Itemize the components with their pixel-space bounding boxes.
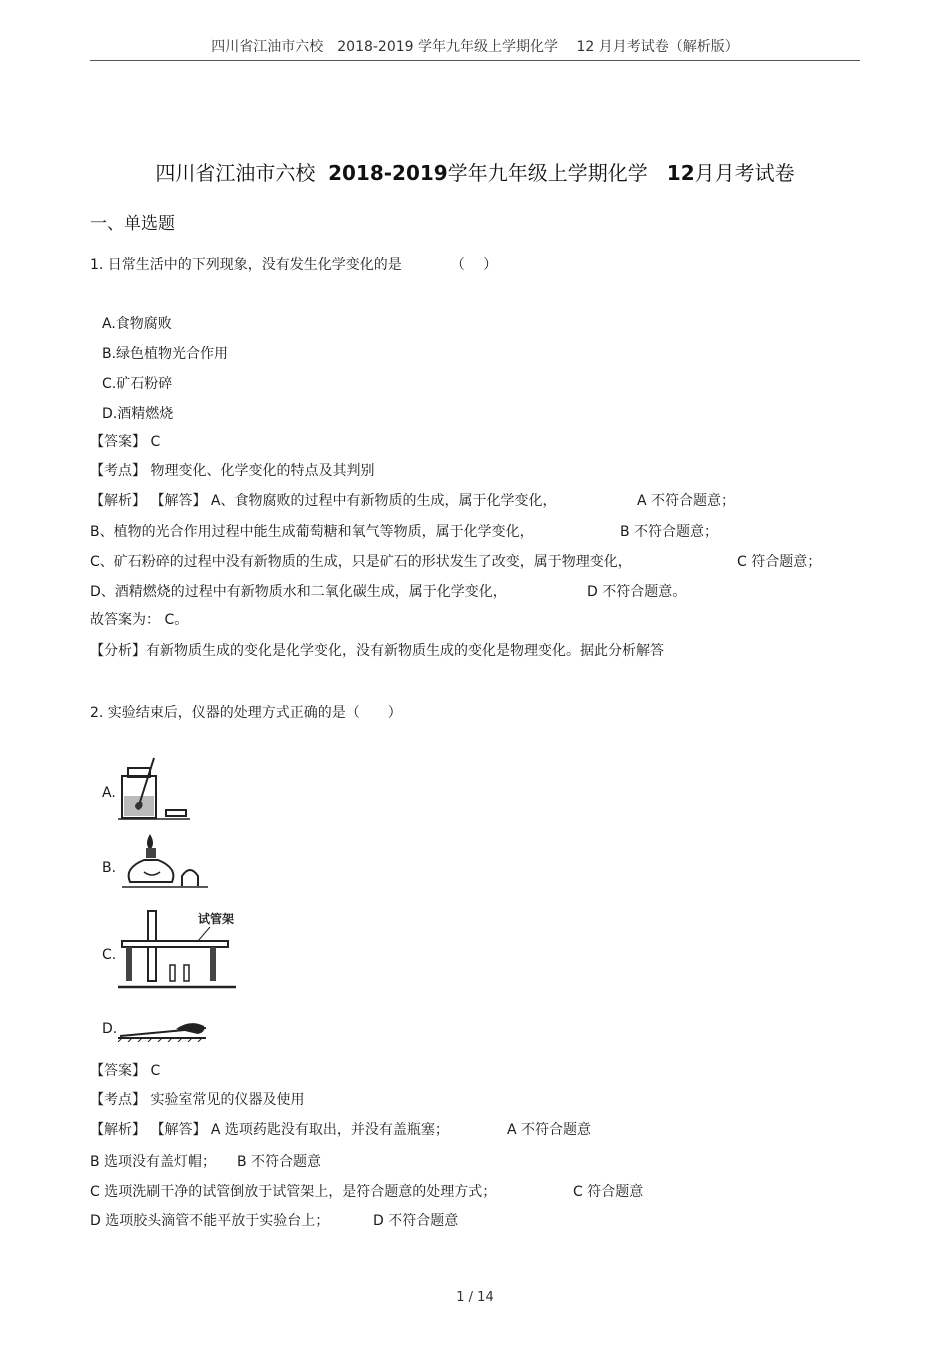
- q2-kaodian: 【考点】 实验室常见的仪器及使用: [90, 1092, 305, 1108]
- q2-jiexi-d-verdict: D 不符合题意: [373, 1213, 459, 1229]
- q1-kaodian: 【考点】 物理变化、化学变化的特点及其判别: [90, 463, 375, 479]
- header-rule: [90, 60, 860, 61]
- q2-stem: 2. 实验结束后，仪器的处理方式正确的是（ ）: [90, 705, 402, 721]
- q1-jiexi-c: C、矿石粉碎的过程中没有新物质的生成，只是矿石的形状发生了改变，属于物理变化，: [90, 554, 632, 570]
- q1-jiexi-d: D、酒精燃烧的过程中有新物质水和二氧化碳生成，属于化学变化，: [90, 584, 507, 600]
- q2-option-a-label: A.: [102, 785, 116, 801]
- title-month: 12: [666, 161, 695, 185]
- page-number: 1 / 14: [456, 1290, 494, 1305]
- q2-option-d-label: D.: [102, 1021, 118, 1037]
- q2-option-c-label: C.: [102, 947, 117, 963]
- q2-jiexi-b-verdict: B 不符合题意: [237, 1154, 322, 1170]
- alcohol-lamp-figure: [120, 830, 210, 892]
- q1-final-answer: 故答案为： C。: [90, 612, 189, 628]
- q2-jiexi-d: D 选项胶头滴管不能平放于实验台上；: [90, 1213, 330, 1229]
- test-tube-rack-figure: [118, 905, 248, 993]
- q1-jiexi-a-verdict: A 不符合题意；: [637, 493, 736, 509]
- q2-jiexi-a: 【解析】 【解答】 A 选项药匙没有取出，并没有盖瓶塞；: [90, 1122, 449, 1138]
- rack-label: 试管架: [198, 912, 235, 926]
- q2-jiexi-a-verdict: A 不符合题意: [507, 1122, 592, 1138]
- q2-jiexi-c: C 选项洗刷干净的试管倒放于试管架上，是符合题意的处理方式；: [90, 1184, 497, 1200]
- title-years: 2018-2019: [328, 161, 448, 185]
- q2-jiexi-b: B 选项没有盖灯帽；: [90, 1154, 217, 1170]
- q1-jiexi-d-verdict: D 不符合题意。: [587, 584, 687, 600]
- section-heading: 一、单选题: [90, 214, 175, 234]
- q1-jiexi-a: 【解析】 【解答】 A、食物腐败的过程中有新物质的生成，属于化学变化，: [90, 493, 557, 509]
- q2-jiexi-c-verdict: C 符合题意: [573, 1184, 644, 1200]
- title-part1: 四川省江油市六校: [155, 161, 316, 185]
- title-part3: 学年九年级上学期化学: [447, 161, 648, 185]
- dropper-on-bench-figure: [118, 1020, 210, 1042]
- q1-jiexi-c-verdict: C 符合题意；: [737, 554, 822, 570]
- q1-option-d: D.酒精燃烧: [102, 406, 174, 422]
- reagent-bottle-with-spoon-figure: [118, 756, 190, 822]
- q1-stem: 1. 日常生活中的下列现象，没有发生化学变化的是 （ ）: [90, 257, 498, 273]
- q1-jiexi-b: B、植物的光合作用过程中能生成葡萄糖和氧气等物质，属于化学变化，: [90, 524, 534, 540]
- q1-answer: 【答案】 C: [90, 434, 161, 450]
- q2-answer: 【答案】 C: [90, 1063, 161, 1079]
- q2-option-b-label: B.: [102, 860, 117, 876]
- q1-option-b: B.绿色植物光合作用: [102, 346, 229, 362]
- q1-option-a: A.食物腐败: [102, 316, 172, 332]
- q1-option-c: C.矿石粉碎: [102, 376, 173, 392]
- page-title: [0, 157, 950, 186]
- running-header: 四川省江油市六校 2018-2019 学年九年级上学期化学 12 月月考试卷（解析版）: [211, 39, 739, 55]
- q1-jiexi-b-verdict: B 不符合题意；: [620, 524, 719, 540]
- q1-fenxi: 【分析】有新物质生成的变化是化学变化，没有新物质生成的变化是物理变化。据此分析解答: [90, 643, 664, 659]
- title-part5: 月月考试卷: [694, 161, 795, 185]
